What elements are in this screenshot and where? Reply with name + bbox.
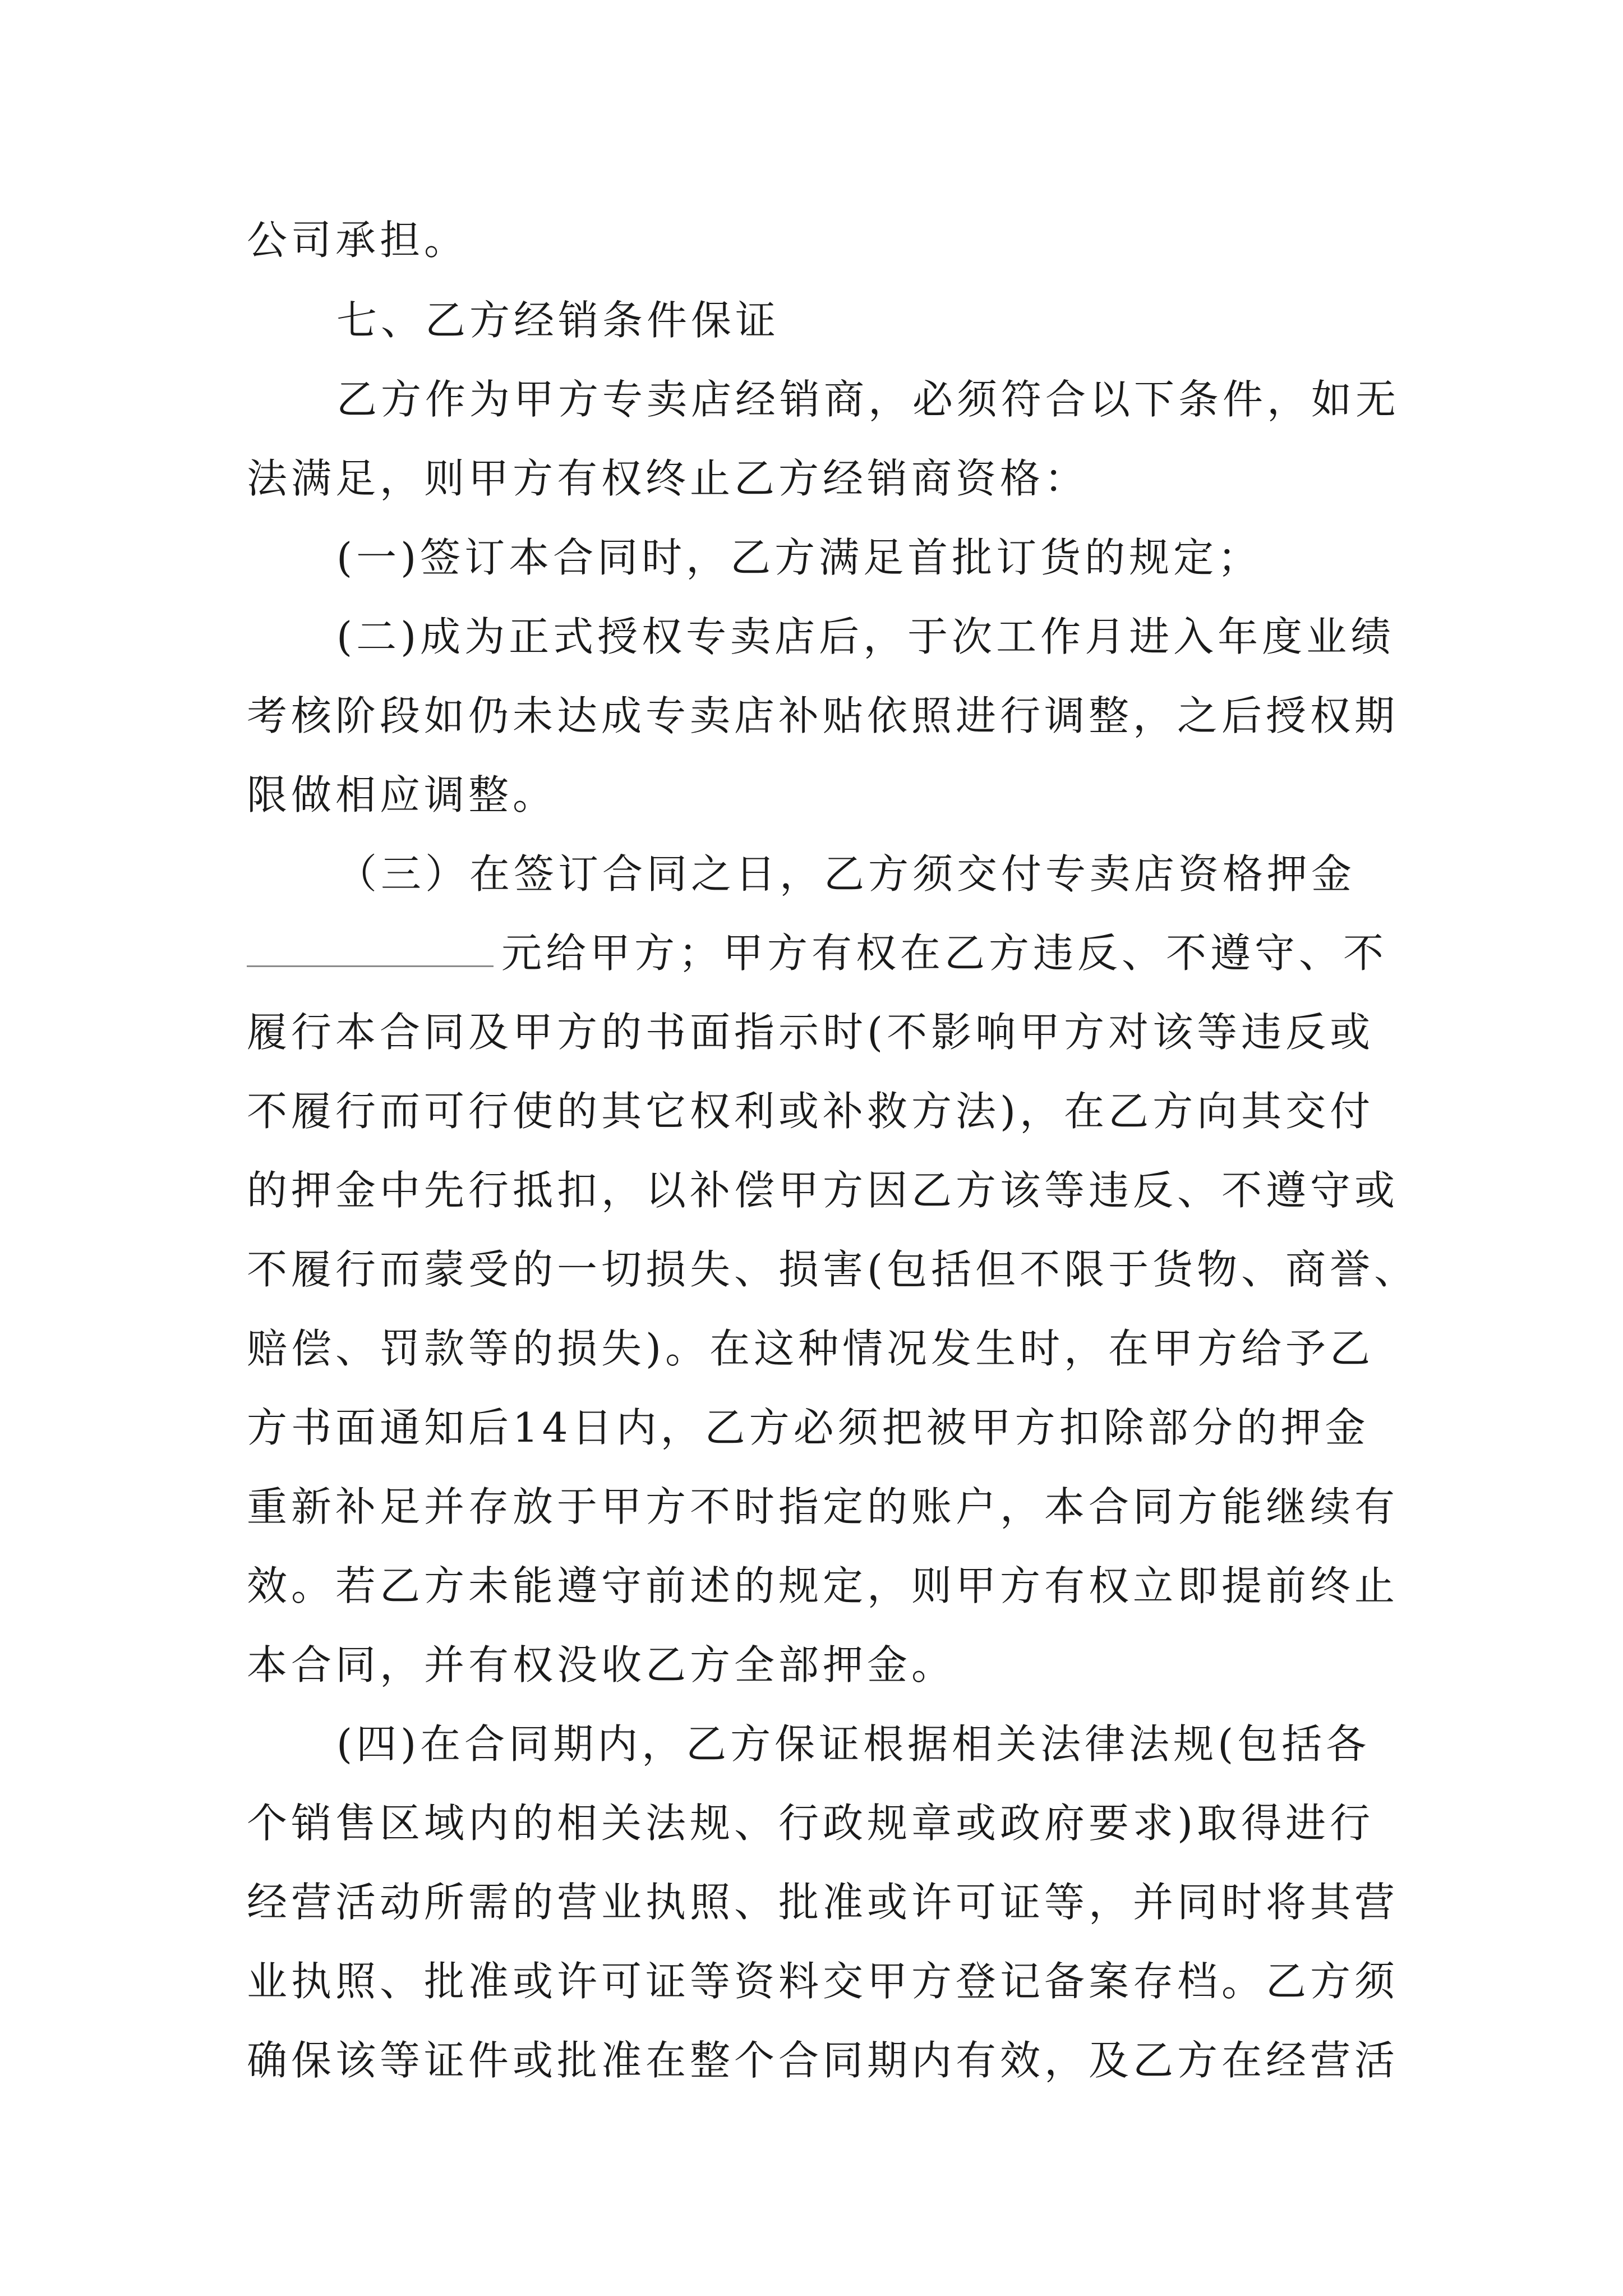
section-heading: 七、乙方经销条件保证 xyxy=(336,297,780,344)
text-line: 本合同，并有权没收乙方全部押金。 xyxy=(247,1641,956,1688)
text-line: 重新补足并存放于甲方不时指定的账户，本合同方能继续有 xyxy=(247,1483,1399,1530)
text-line: 业执照、批准或许可证等资料交甲方登记备案存档。乙方须 xyxy=(247,1958,1399,2005)
text-line: 考核阶段如仍未达成专卖店补贴依照进行调整，之后授权期 xyxy=(247,692,1399,739)
text-line: 不履行而可行使的其它权利或补救方法)，在乙方向其交付 xyxy=(247,1088,1375,1135)
text-line: 限做相应调整。 xyxy=(247,771,557,818)
text-line: 效。若乙方未能遵守前述的规定，则甲方有权立即提前终止 xyxy=(247,1562,1399,1609)
text-line: (四)在合同期内，乙方保证根据相关法律法规(包括各 xyxy=(336,1720,1371,1768)
text-line: 确保该等证件或批准在整个合同期内有效，及乙方在经营活 xyxy=(247,2037,1399,2084)
text-line: (一)签订本合同时，乙方满足首批订货的规定； xyxy=(336,534,1262,581)
text-line: 经营活动所需的营业执照、批准或许可证等，并同时将其营 xyxy=(247,1879,1399,1926)
text-line: 赔偿、罚款等的损失)。在这种情况发生时，在甲方给予乙 xyxy=(247,1325,1375,1372)
text-line: 法满足，则甲方有权终止乙方经销商资格： xyxy=(247,455,1089,502)
text-line: 公司承担。 xyxy=(247,217,469,264)
text-line-with-blank xyxy=(247,930,1388,977)
text-line: 履行本合同及甲方的书面指示时(不影响甲方对该等违反或 xyxy=(247,1009,1375,1056)
text-fragment: 元给甲方；甲方有权在乙方违反、不遵守、不 xyxy=(501,930,1388,977)
text-line: 个销售区域内的相关法规、行政规章或政府要求)取得进行 xyxy=(247,1800,1375,1847)
text-line: 乙方作为甲方专卖店经销商，必须符合以下条件，如无 xyxy=(336,376,1400,423)
text-line: 不履行而蒙受的一切损失、损害(包括但不限于货物、商誉、 xyxy=(247,1246,1419,1293)
text-line: (二)成为正式授权专卖店后，于次工作月进入年度业绩 xyxy=(336,613,1395,660)
text-line: 方书面通知后14日内，乙方必须把被甲方扣除部分的押金 xyxy=(247,1404,1370,1451)
text-line: （三）在签订合同之日，乙方须交付专卖店资格押金 xyxy=(336,850,1356,898)
text-line: 的押金中先行抵扣，以补偿甲方因乙方该等违反、不遵守或 xyxy=(247,1167,1399,1214)
deposit-amount-blank xyxy=(247,934,494,967)
